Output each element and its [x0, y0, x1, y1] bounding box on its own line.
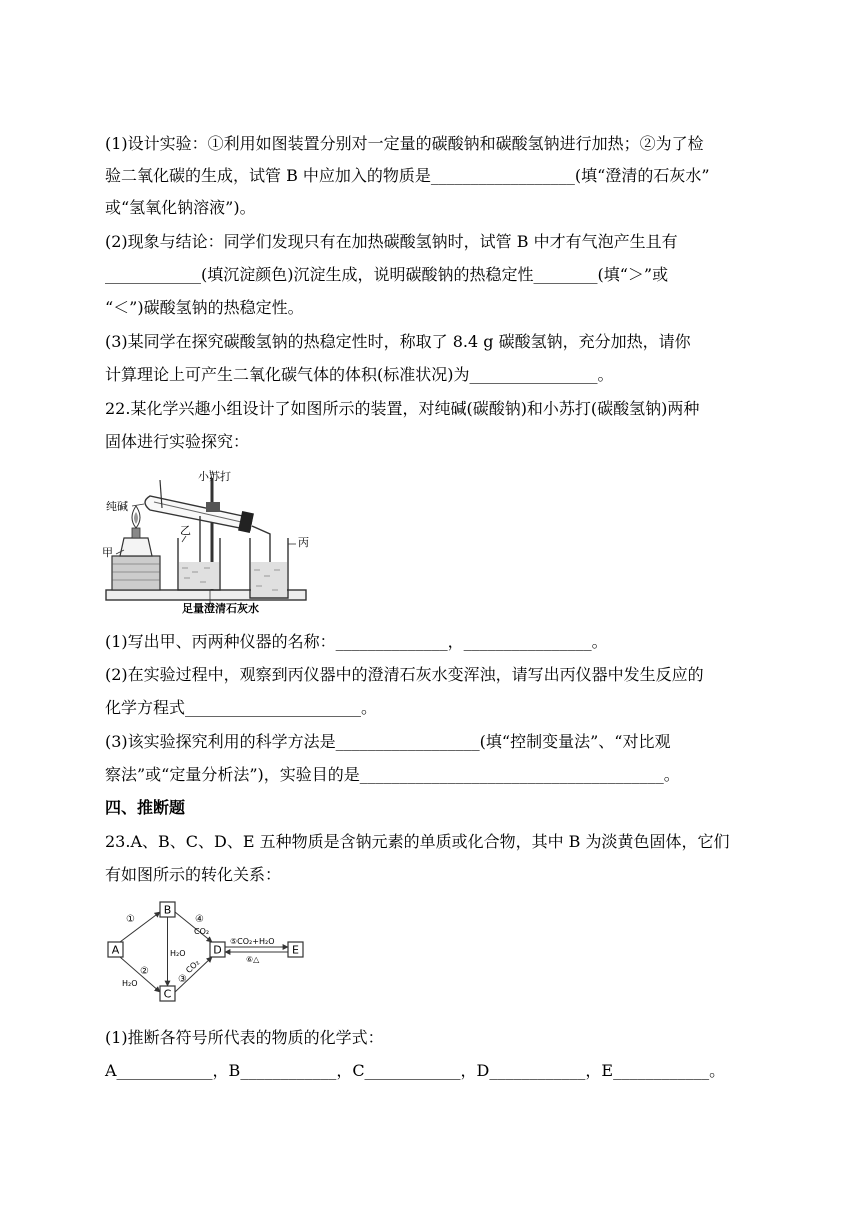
arrow-label-2-reagent: H₂O	[122, 979, 138, 988]
arrow-label-bc-reagent: H₂O	[170, 949, 186, 958]
line-21-1-2: 验二氧化碳的生成，试管 B 中应加入的物质是__________________(填“澄清的石灰水”	[105, 166, 710, 185]
arrow-label-1: ①	[126, 914, 135, 925]
apparatus-figure	[100, 466, 330, 618]
arrow-label-4-reagent: CO₂	[194, 927, 210, 936]
question-23-intro-2: 有如图所示的转化关系：	[105, 865, 282, 884]
label-jia: 甲	[102, 546, 113, 559]
question-22-sub-1: (1)写出甲、丙两种仪器的名称：______________，________________。	[105, 632, 608, 651]
alcohol-lamp	[120, 538, 152, 556]
label-bing: 丙	[298, 536, 309, 549]
conversion-diagram	[100, 898, 315, 1006]
question-22-sub-3-1: (3)该实验探究利用的科学方法是__________________(填“控制变量法”、“对比观	[105, 732, 671, 751]
section-heading: 四、推断题	[105, 798, 186, 817]
arrow-label-6: ⑥△	[246, 955, 260, 964]
line-21-2-3: “＜”)碳酸氢钠的热稳定性。	[105, 298, 304, 317]
node-c: C	[163, 987, 172, 1001]
arrow-label-3: ③	[178, 974, 187, 985]
line-21-1-3: 或“氢氧化钠溶液”)。	[105, 198, 256, 217]
arrow-label-4: ④	[195, 914, 204, 925]
question-22-sub-2-1: (2)在实验过程中，观察到丙仪器中的澄清石灰水变浑浊，请写出丙仪器中发生反应的	[105, 665, 704, 684]
line-21-2-1: (2)现象与结论：同学们发现只有在加热碳酸氢钠时，试管 B 中才有气泡产生且有	[105, 232, 678, 251]
line-21-1-1: (1)设计实验：①利用如图装置分别对一定量的碳酸钠和碳酸氢钠进行加热；②为了检	[105, 134, 704, 153]
label-xiaosuda: 小苏打	[198, 470, 231, 483]
line-21-2-2: ____________(填沉淀颜色)沉淀生成，说明碳酸钠的热稳定性________(填“＞”或	[105, 265, 669, 284]
question-22-intro-2: 固体进行实验探究：	[105, 432, 250, 451]
stopper	[238, 511, 254, 533]
wooden-block	[112, 556, 160, 590]
arrow-label-5: ⑤CO₂+H₂O	[230, 937, 275, 946]
node-b: B	[163, 903, 172, 917]
line-21-3-2: 计算理论上可产生二氧化碳气体的体积(标准状况)为________________。	[105, 365, 614, 384]
node-a: A	[111, 943, 120, 957]
question-22-sub-3-2: 察法”或“定量分析法”)，实验目的是______________________________________。	[105, 765, 680, 784]
question-22-sub-2-2: 化学方程式______________________。	[105, 698, 378, 717]
label-chunjian: 纯碱	[106, 500, 128, 513]
line-21-3-1: (3)某同学在探究碳酸氢钠的热稳定性时，称取了 8.4 g 碳酸氢钠，充分加热，请你	[105, 332, 691, 351]
node-e: E	[292, 943, 299, 957]
question-22-intro-1: 22.某化学兴趣小组设计了如图所示的装置，对纯碱(碳酸钠)和小苏打(碳酸氢钠)两种	[105, 399, 700, 418]
arrow-label-2: ②	[140, 966, 149, 977]
arrow-label-3-reagent: CO₂	[184, 958, 202, 976]
question-23-intro-1: 23.A、B、C、D、E 五种物质是含钠元素的单质或化合物，其中 B 为淡黄色固体，它们	[105, 832, 730, 851]
node-d: D	[213, 943, 222, 957]
question-23-answer-blanks: A____________，B____________，C____________，D____________，E____________。	[105, 1061, 726, 1080]
question-23-sub-1: (1)推断各符号所代表的物质的化学式：	[105, 1028, 384, 1047]
label-limewater: 足量澄清石灰水	[182, 602, 259, 615]
label-yi: 乙	[180, 524, 191, 537]
